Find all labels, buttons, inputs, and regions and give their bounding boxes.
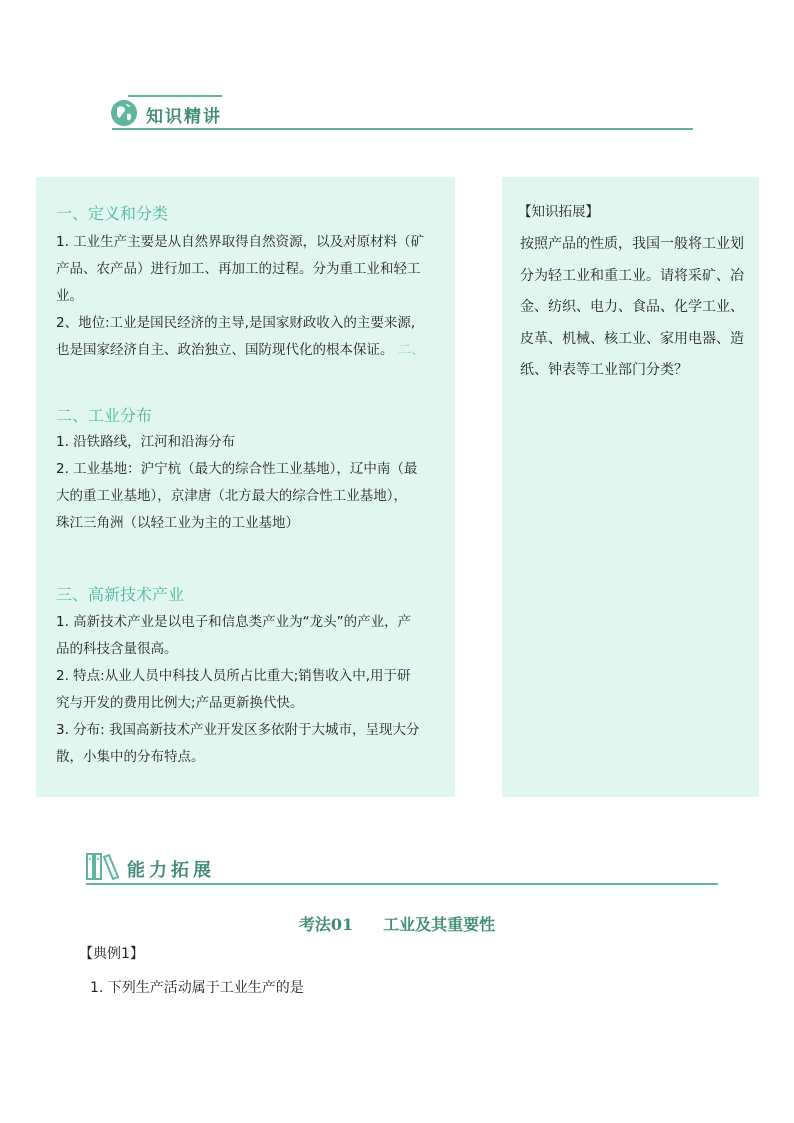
section-hightech-body	[56, 609, 420, 771]
kaofa-label: 考法01	[298, 915, 354, 934]
text-line: 纸、钟表等工业部门分类？	[520, 362, 688, 378]
header-divider	[86, 883, 718, 885]
section-title-distribution: 二、工业分布	[56, 406, 153, 425]
text-line: 2. 工业基地：沪宁杭（最大的综合性工业基地），辽中南（最	[56, 461, 418, 477]
text-line: 品的科技含量很高。	[56, 641, 178, 657]
extension-title: 【知识拓展】	[518, 204, 599, 220]
trailing-text: 二、	[397, 342, 425, 358]
text-line: 大的重工业基地），京津唐（北方最大的综合性工业基地），	[56, 488, 407, 504]
header-top-line	[128, 95, 222, 97]
text-line: 分为轻工业和重工业。请将采矿、冶	[520, 267, 744, 284]
text-line: 产品、农产品）进行加工、再加工的过程。分为重工业和轻工	[56, 261, 421, 277]
text-line: 业。	[56, 288, 83, 304]
section-definition-body	[56, 229, 425, 364]
text-line: 1. 高新技术产业是以电子和信息类产业为“龙头”的产业，产	[56, 614, 412, 630]
header-divider	[112, 128, 693, 130]
text-line: 按照产品的性质，我国一般将工业划	[520, 236, 744, 252]
section-title-hightech: 三、高新技术产业	[56, 585, 185, 604]
knowledge-panel	[36, 177, 455, 797]
text-line: 2. 特点:从业人员中科技人员所占比重大;销售收入中,用于研	[56, 668, 411, 684]
text-line: 究与开发的费用比例大;产品更新换代快。	[56, 695, 304, 711]
text-line: 散，小集中的分布特点。	[56, 749, 205, 765]
text-line: 3. 分布: 我国高新技术产业开发区多依附于大城市，呈现大分	[56, 722, 420, 738]
header-ability-title: 能力拓展	[127, 860, 215, 881]
text-line: 金、纺织、电力、食品、化学工业、	[520, 299, 744, 315]
example-label: 【典例1】	[79, 946, 144, 962]
section-title-definition: 一、定义和分类	[56, 204, 169, 223]
extension-body	[520, 229, 744, 387]
header-knowledge-title: 知识精讲	[146, 107, 222, 127]
globe-icon	[110, 99, 138, 127]
text-line: 皮革、机械、核工业、家用电器、造	[520, 330, 744, 347]
section-distribution-body	[56, 429, 417, 537]
text-line: 1. 沿铁路线，江河和沿海分布	[56, 434, 236, 450]
question-text: 1. 下列生产活动属于工业生产的是	[90, 980, 304, 996]
text-line: 珠江三角洲（以轻工业为主的工业基地）	[56, 515, 299, 531]
books-icon	[86, 851, 120, 881]
kaofa-heading	[0, 912, 794, 935]
kaofa-title: 工业及其重要性	[383, 915, 496, 934]
text-line: 2、地位:工业是国民经济的主导,是国家财政收入的主要来源,	[56, 315, 416, 331]
extension-panel	[502, 177, 759, 797]
text-line	[56, 337, 425, 364]
text-span: 也是国家经济自主、政治独立、国防现代化的根本保证。	[56, 342, 394, 358]
text-line: 1. 工业生产主要是从自然界取得自然资源，以及对原材料（矿	[56, 234, 425, 250]
